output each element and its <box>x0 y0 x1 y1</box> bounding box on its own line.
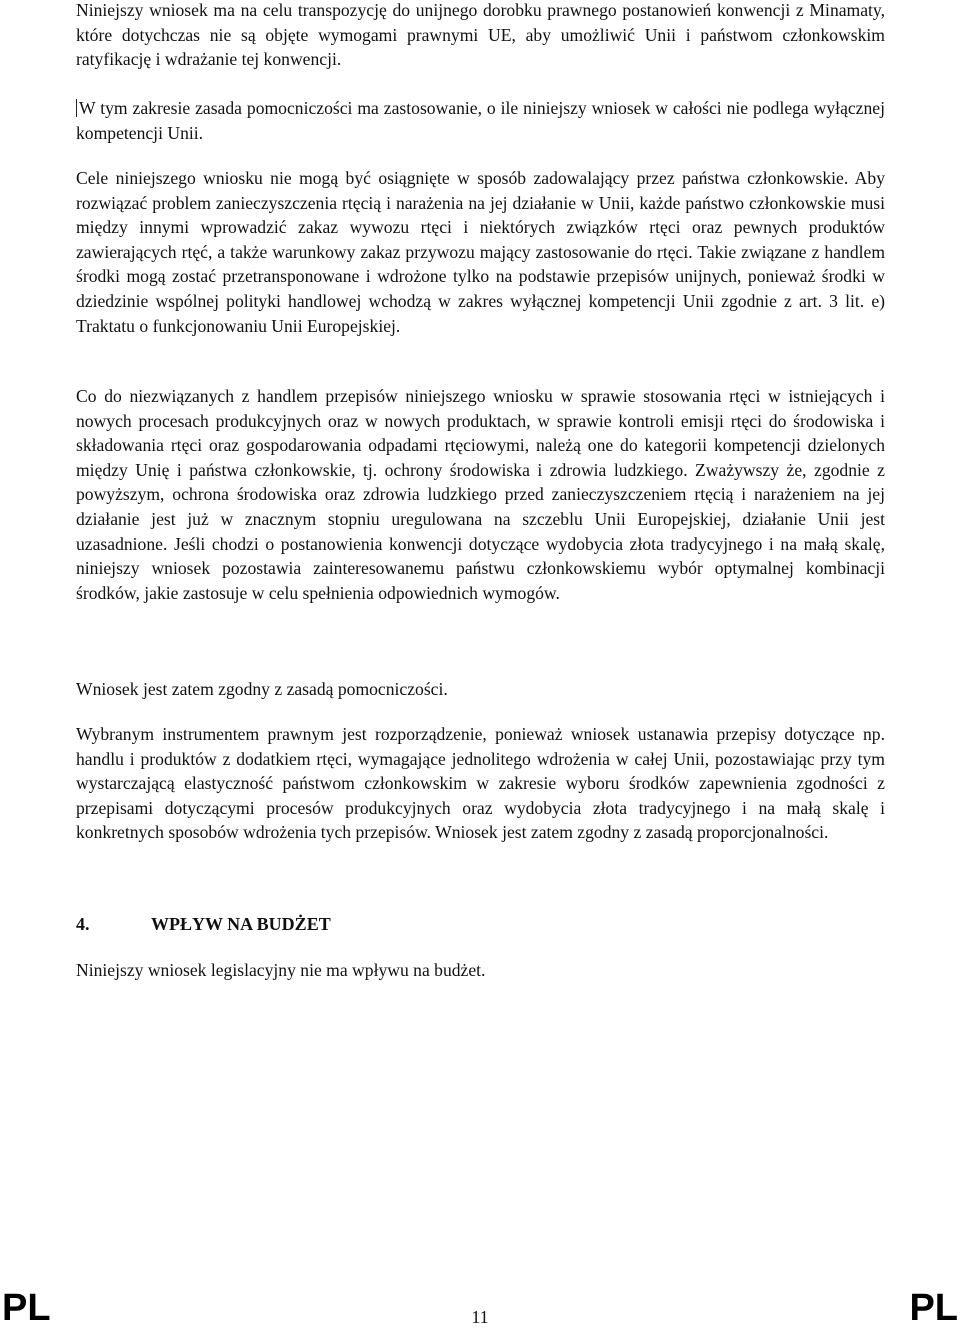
paragraph-subsidiarity-scope-text: W tym zakresie zasada pomocniczości ma zastosowanie, o ile niniejszy wniosek w całości nie podlega wyłącznej kompetencji Unii. <box>76 98 885 143</box>
paragraph-transposition: Niniejszy wniosek ma na celu transpozycję do unijnego dorobku prawnego postanowień konwencji z Minamaty, które dotychczas nie są objęte wymogami prawnymi UE, aby umożliwić Unii i państwom członkowskim ratyfikację i wdrażanie tej konwencji. <box>76 0 885 70</box>
text-cursor-marker <box>76 99 77 117</box>
paragraph-subsidiarity-scope <box>76 96 885 145</box>
section-heading-budget <box>76 912 331 936</box>
paragraph-non-trade-provisions: Co do niezwiązanych z handlem przepisów niniejszego wniosku w sprawie stosowania rtęci w istniejących i nowych procesach produkcyjnych oraz w nowych produktach, w sprawie kontroli emisji rtęci do środowiska i składowania rtęci oraz gospodarowania odpadami rtęciowymi, należą one do kategorii kompetencji dzielonych między Unię i państwa członkowskie, tj. ochrony środowiska i zdrowia ludzkiego. Zważywszy że, zgodnie z powyższym, ochrona środowiska oraz zdrowia ludzkiego przed zanieczyszczeniem rtęcią i narażeniem na jej działanie jest już w znacznym stopniu uregulowana na szczeblu Unii Europejskiej, działanie Unii jest uzasadnione. Jeśli chodzi o postanowienia konwencji dotyczące wydobycia złota tradycyjnego i na małą skalę, niniejszy wniosek pozostawia zainteresowanemu państwu członkowskiemu wybór optymalnej kombinacji środków, jakie zastosuje w celu spełnienia odpowiednich wymogów. <box>76 386 885 603</box>
paragraph-proportionality: Wybranym instrumentem prawnym jest rozporządzenie, ponieważ wniosek ustanawia przepisy dotyczące np. handlu i produktów z dodatkiem rtęci, wymagające jednolitego wdrożenia w całej Unii, pozostawiając przy tym wystarczającą elastyczność państwom członkowskim w zakresie wyboru środków zapewnienia zgodności z przepisami dotyczącymi procesów produkcyjnych oraz wydobycia złota tradycyjnego i na małą skalę i konkretnych sposobów wdrożenia tych przepisów. Wniosek jest zatem zgodny z zasadą proporcjonalności. <box>76 724 885 843</box>
footer-language-right: PL <box>909 1287 958 1329</box>
section-title: WPŁYW NA BUDŻET <box>151 914 331 934</box>
paragraph-budget-impact: Niniejszy wniosek legislacyjny nie ma wpływu na budżet. <box>76 960 486 980</box>
page-number: 11 <box>471 1307 489 1327</box>
paragraph-subsidiarity-conclusion: Wniosek jest zatem zgodny z zasadą pomocniczości. <box>76 679 448 699</box>
section-number: 4. <box>76 914 90 934</box>
paragraph-objectives: Cele niniejszego wniosku nie mogą być osiągnięte w sposób zadowalający przez państwa członkowskie. Aby rozwiązać problem zanieczyszczenia rtęcią i narażenia na jej działanie w Unii, każde państwo członkowskie musi między innymi wprowadzić zakaz wywozu rtęci i niektórych związków rtęci oraz pewnych produktów zawierających rtęć, a także warunkowy zakaz przywozu mający zastosowanie do rtęci. Takie związane z handlem środki mogą zostać przetransponowane i wdrożone tylko na podstawie przepisów unijnych, ponieważ środki w dziedzinie wspólnej polityki handlowej wchodzą w zakres wyłącznej kompetencji Unii zgodnie z art. 3 lit. e) Traktatu o funkcjonowaniu Unii Europejskiej. <box>76 168 885 336</box>
footer-language-left: PL <box>2 1287 51 1329</box>
